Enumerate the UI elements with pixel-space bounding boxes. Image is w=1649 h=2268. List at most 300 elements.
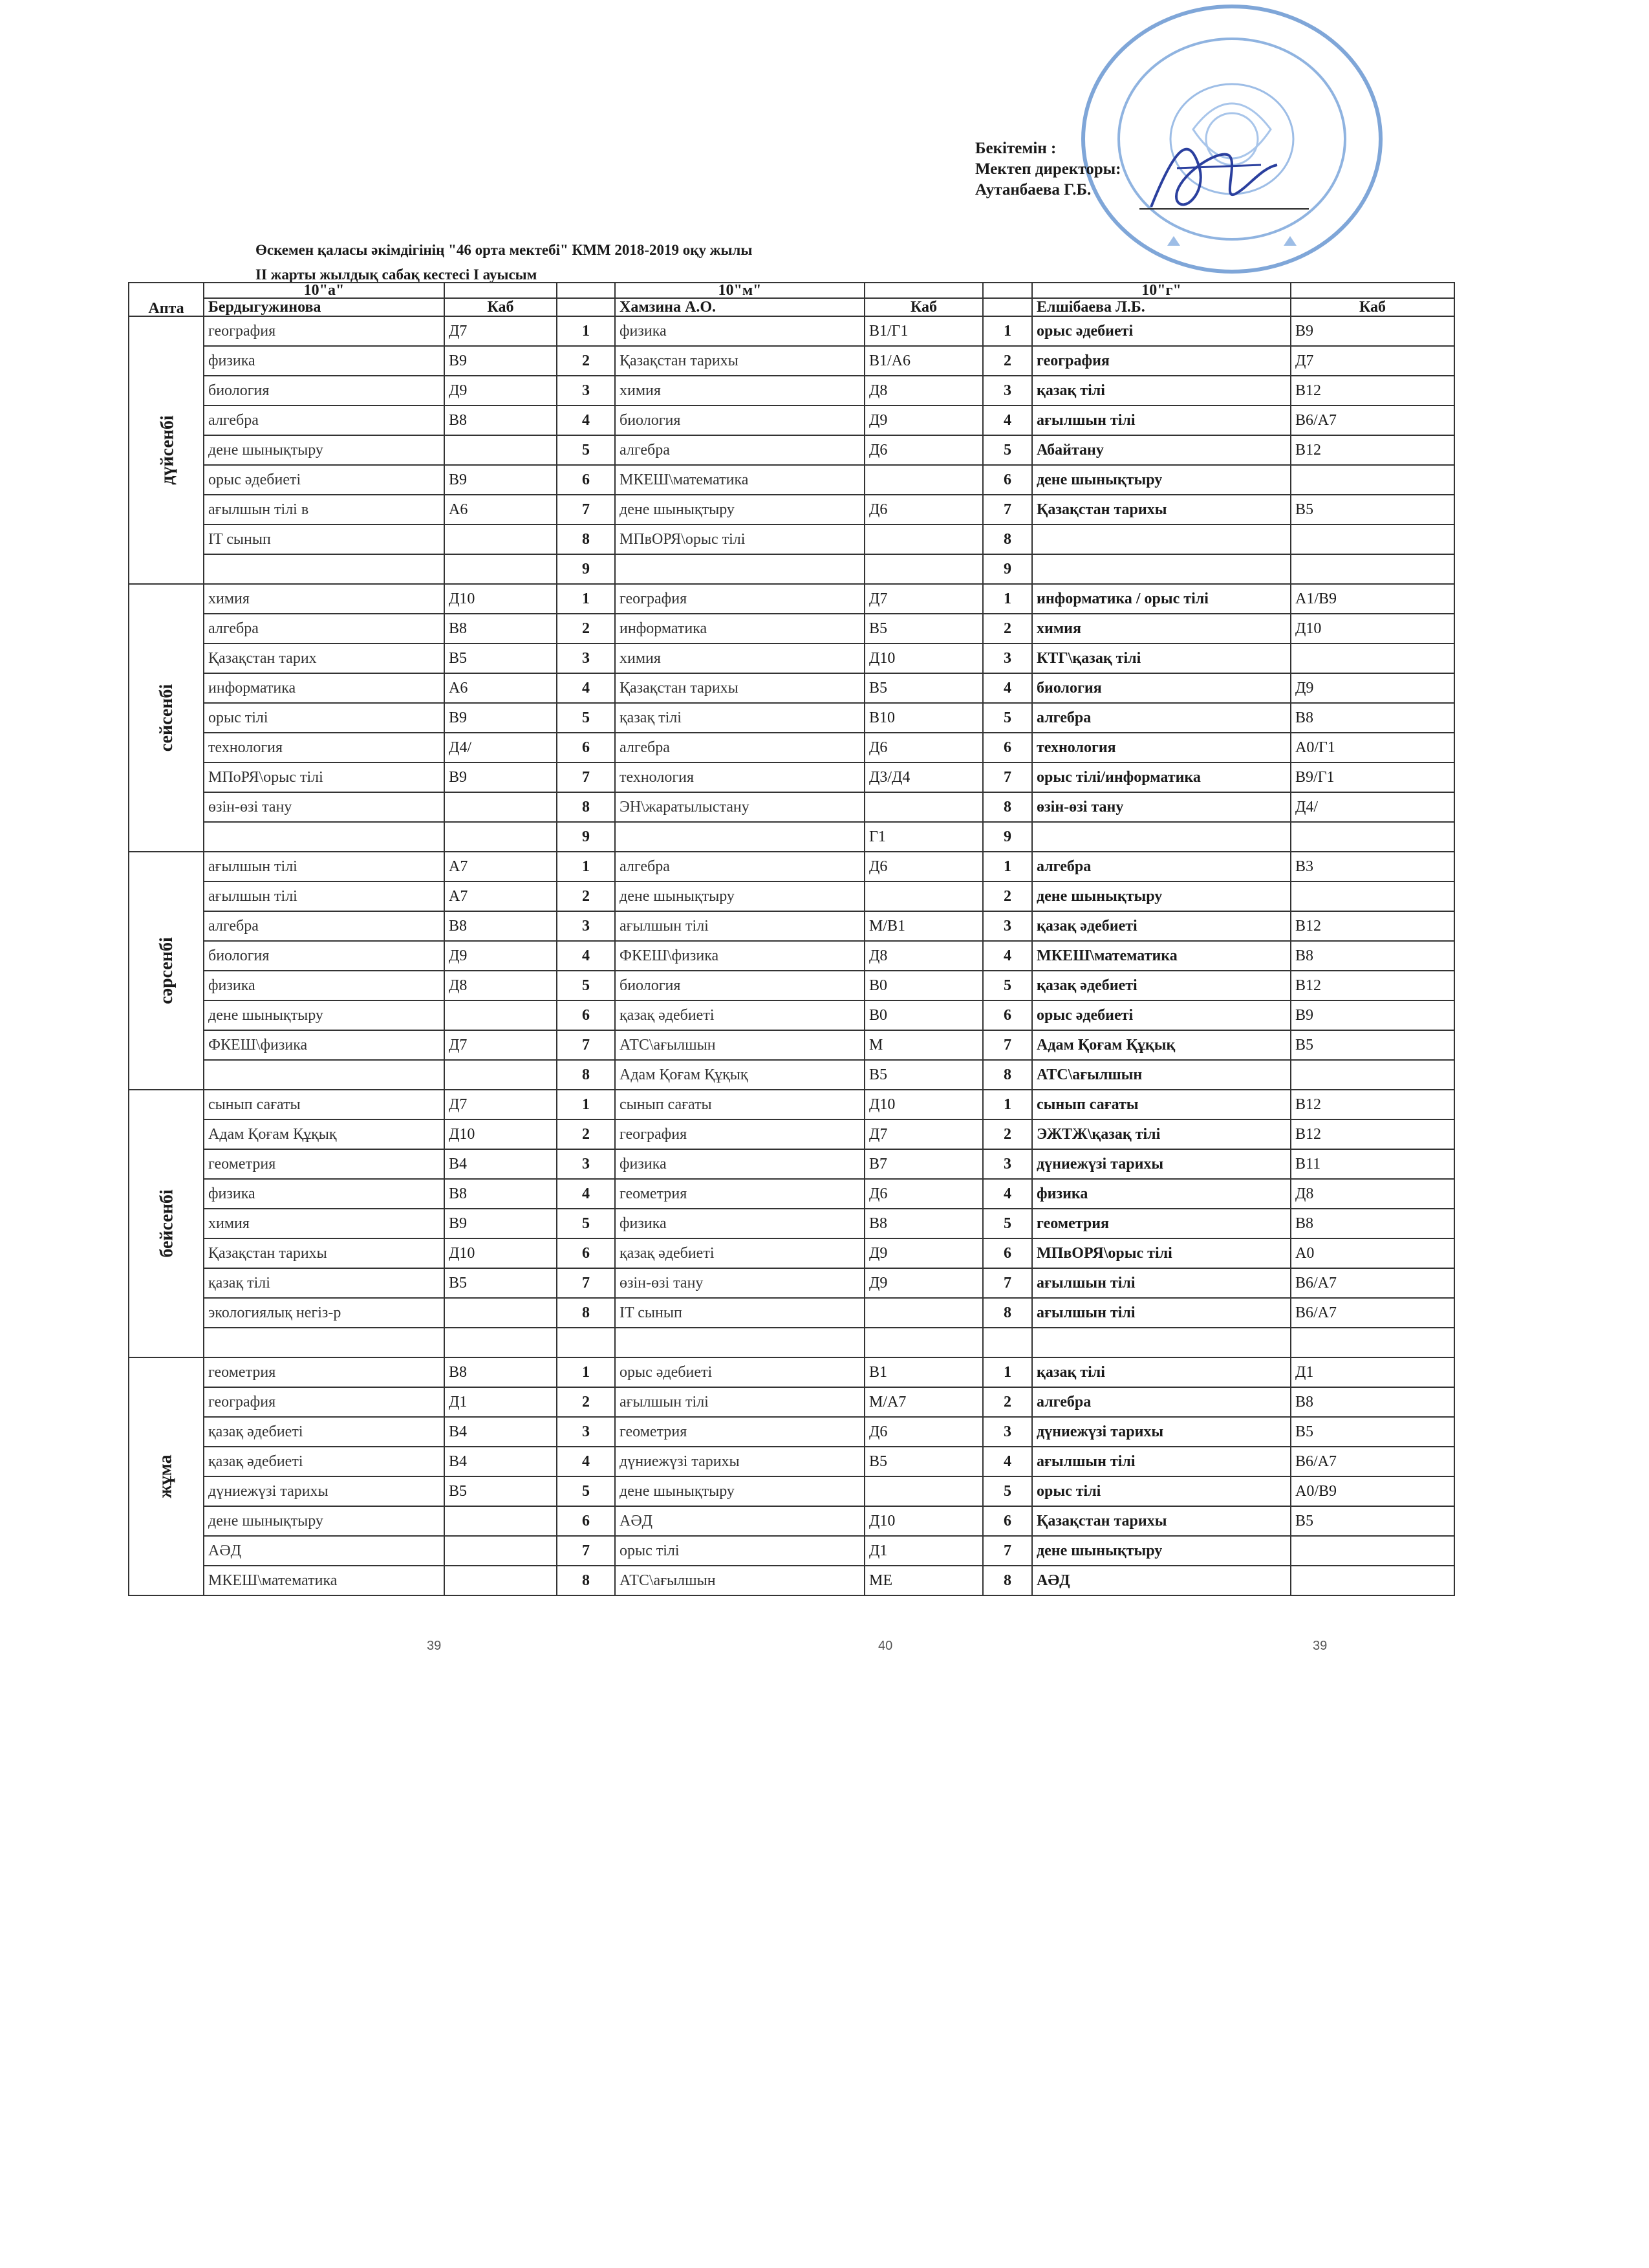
subject-10a: МПоРЯ\орыс тілі <box>204 762 444 792</box>
room-10m: Д9 <box>865 405 983 435</box>
room-10a: В5 <box>444 1268 557 1298</box>
empty-cell <box>865 283 983 298</box>
room-10g: Д4/ <box>1291 792 1454 822</box>
schedule-row <box>129 1298 1454 1328</box>
subject-10m: физика <box>615 316 865 346</box>
room-10g <box>1291 1328 1454 1357</box>
room-10a <box>444 435 557 465</box>
lesson-number-10m: 3 <box>557 643 615 673</box>
header-row-teachers <box>129 298 1454 316</box>
lesson-number-10m: 3 <box>557 1417 615 1447</box>
lesson-number-10m: 6 <box>557 465 615 495</box>
subject-10a: геометрия <box>204 1149 444 1179</box>
lesson-number-10m: 1 <box>557 584 615 614</box>
lesson-number-10g: 1 <box>983 584 1032 614</box>
subject-10m: дене шынықтыру <box>615 881 865 911</box>
lesson-number-10g: 7 <box>983 762 1032 792</box>
subject-10g: қазақ тілі <box>1032 376 1291 405</box>
schedule-row <box>129 1536 1454 1566</box>
lesson-number-10g: 4 <box>983 405 1032 435</box>
schedule-row <box>129 1357 1454 1387</box>
room-10a: В4 <box>444 1417 557 1447</box>
schedule-row <box>129 971 1454 1000</box>
lesson-number-10g: 3 <box>983 1149 1032 1179</box>
room-10a: В8 <box>444 1179 557 1209</box>
room-10m: В10 <box>865 703 983 733</box>
room-10m: В5 <box>865 1447 983 1476</box>
lesson-number-10g <box>983 1328 1032 1357</box>
lesson-number-10m: 1 <box>557 316 615 346</box>
lesson-number-10m: 7 <box>557 1536 615 1566</box>
room-10g: А0 <box>1291 1238 1454 1268</box>
room-10g: В9 <box>1291 1000 1454 1030</box>
room-10a <box>444 1060 557 1090</box>
room-10g: В5 <box>1291 1506 1454 1536</box>
subject-10a: ағылшын тілі <box>204 881 444 911</box>
schedule-row <box>129 643 1454 673</box>
room-10g: В12 <box>1291 1090 1454 1119</box>
room-10a: В8 <box>444 405 557 435</box>
subject-10g: алгебра <box>1032 703 1291 733</box>
subject-10a <box>204 1328 444 1357</box>
subject-10a <box>204 554 444 584</box>
approval-line: Аутанбаева Г.Б. <box>975 181 1092 199</box>
subject-10a: қазақ тілі <box>204 1268 444 1298</box>
lesson-number-10m: 2 <box>557 614 615 643</box>
room-header-10g: Каб <box>1291 298 1454 316</box>
room-10g: В12 <box>1291 911 1454 941</box>
lesson-number-10m: 6 <box>557 733 615 762</box>
empty-cell <box>983 298 1032 316</box>
subject-10a: қазақ әдебиеті <box>204 1447 444 1476</box>
room-10a: В4 <box>444 1149 557 1179</box>
subject-10g: орыс тілі/информатика <box>1032 762 1291 792</box>
subject-10a: орыс әдебиеті <box>204 465 444 495</box>
lesson-number-10m: 3 <box>557 1149 615 1179</box>
subject-10a: МКЕШ\математика <box>204 1566 444 1595</box>
schedule-row <box>129 1328 1454 1357</box>
subject-10a <box>204 822 444 852</box>
room-10g <box>1291 1566 1454 1595</box>
room-10m: Д7 <box>865 584 983 614</box>
lesson-number-10g: 6 <box>983 1238 1032 1268</box>
schedule-row <box>129 733 1454 762</box>
subject-10m: АТС\ағылшын <box>615 1566 865 1595</box>
room-10m <box>865 524 983 554</box>
subject-10m: геометрия <box>615 1179 865 1209</box>
lesson-number-10g: 8 <box>983 1566 1032 1595</box>
room-10g: В12 <box>1291 971 1454 1000</box>
room-10g: В6/А7 <box>1291 1298 1454 1328</box>
schedule-row <box>129 1149 1454 1179</box>
subject-10m: ағылшын тілі <box>615 1387 865 1417</box>
subject-10m: физика <box>615 1149 865 1179</box>
schedule-row <box>129 376 1454 405</box>
lesson-number-10g: 2 <box>983 346 1032 376</box>
subject-10m: технология <box>615 762 865 792</box>
subject-10m: физика <box>615 1209 865 1238</box>
lesson-number-10m: 8 <box>557 524 615 554</box>
room-10m: Д6 <box>865 733 983 762</box>
subject-10g: орыс әдебиеті <box>1032 316 1291 346</box>
subject-10m <box>615 1328 865 1357</box>
subject-10m: ФКЕШ\физика <box>615 941 865 971</box>
schedule-row <box>129 792 1454 822</box>
lesson-number-10g: 1 <box>983 1357 1032 1387</box>
subject-10a: орыс тілі <box>204 703 444 733</box>
lesson-number-10g: 5 <box>983 703 1032 733</box>
subject-10m <box>615 822 865 852</box>
subject-10a: АӘД <box>204 1536 444 1566</box>
subject-10a: өзін-өзі тану <box>204 792 444 822</box>
subject-10a: экологиялық негіз-р <box>204 1298 444 1328</box>
lesson-number-10m: 8 <box>557 1566 615 1595</box>
room-10g: В9 <box>1291 316 1454 346</box>
day-name: сәрсенбі <box>156 936 177 1004</box>
approval-block <box>975 138 1121 200</box>
room-10g: В5 <box>1291 1417 1454 1447</box>
lesson-number-10m: 3 <box>557 376 615 405</box>
schedule-row <box>129 1060 1454 1090</box>
subject-10a: физика <box>204 971 444 1000</box>
lesson-number-10g: 7 <box>983 495 1032 524</box>
lesson-number-10m: 8 <box>557 1298 615 1328</box>
subject-10m: геометрия <box>615 1417 865 1447</box>
room-10m <box>865 554 983 584</box>
day-name: бейсенбі <box>156 1189 177 1258</box>
lesson-number-10g: 2 <box>983 614 1032 643</box>
room-10a: Д10 <box>444 1238 557 1268</box>
empty-cell <box>557 298 615 316</box>
lesson-number-10g: 4 <box>983 1179 1032 1209</box>
lesson-number-10g: 8 <box>983 524 1032 554</box>
lesson-number-10g: 9 <box>983 822 1032 852</box>
subject-10m: қазақ әдебиеті <box>615 1000 865 1030</box>
subject-10a: информатика <box>204 673 444 703</box>
room-10m: Д6 <box>865 1417 983 1447</box>
subject-10a: IT сынып <box>204 524 444 554</box>
schedule-row <box>129 1209 1454 1238</box>
schedule-row <box>129 614 1454 643</box>
subject-10g: ағылшын тілі <box>1032 405 1291 435</box>
schedule-row <box>129 1179 1454 1209</box>
subject-10a: Қазақстан тарихы <box>204 1238 444 1268</box>
room-10g: В8 <box>1291 1387 1454 1417</box>
room-10a: Д9 <box>444 941 557 971</box>
class-name-10m: 10"м" <box>615 283 865 298</box>
room-10g: В12 <box>1291 1119 1454 1149</box>
lesson-number-10m: 8 <box>557 1060 615 1090</box>
lesson-number-10m: 2 <box>557 1119 615 1149</box>
subject-10g: ЭЖТЖ\қазақ тілі <box>1032 1119 1291 1149</box>
subject-10a <box>204 1060 444 1090</box>
subject-10g: алгебра <box>1032 852 1291 881</box>
class-name-10g: 10"г" <box>1032 283 1291 298</box>
room-10m: М/В1 <box>865 911 983 941</box>
subject-10g: Қазақстан тарихы <box>1032 495 1291 524</box>
subject-10a: Адам Қоғам Құқық <box>204 1119 444 1149</box>
subject-10g: қазақ тілі <box>1032 1357 1291 1387</box>
document-title <box>255 238 752 287</box>
lesson-number-10g: 7 <box>983 1536 1032 1566</box>
lesson-number-10m: 2 <box>557 1387 615 1417</box>
room-10m: Д10 <box>865 1090 983 1119</box>
lesson-number-10m: 7 <box>557 1030 615 1060</box>
room-header-10a: Каб <box>444 298 557 316</box>
lesson-number-10g: 2 <box>983 1119 1032 1149</box>
subject-10g: АӘД <box>1032 1566 1291 1595</box>
subject-10m: өзін-өзі тану <box>615 1268 865 1298</box>
lesson-number-10g: 8 <box>983 792 1032 822</box>
room-10g <box>1291 881 1454 911</box>
subject-10m: химия <box>615 376 865 405</box>
subject-10g: геометрия <box>1032 1209 1291 1238</box>
total-10a: 39 <box>427 1639 442 1653</box>
day-name: сейсенбі <box>156 684 177 751</box>
subject-10m: Қазақстан тарихы <box>615 673 865 703</box>
subject-10g: сынып сағаты <box>1032 1090 1291 1119</box>
subject-10m: орыс тілі <box>615 1536 865 1566</box>
header-row-classes <box>129 283 1454 298</box>
room-10m: Д6 <box>865 495 983 524</box>
lesson-number-10g: 4 <box>983 941 1032 971</box>
room-10m: Д3/Д4 <box>865 762 983 792</box>
subject-10m: АТС\ағылшын <box>615 1030 865 1060</box>
schedule-row <box>129 1090 1454 1119</box>
lesson-number-10g: 4 <box>983 1447 1032 1476</box>
class-teacher-10a: Бердыгужинова <box>204 298 444 316</box>
room-10g <box>1291 822 1454 852</box>
schedule-row <box>129 435 1454 465</box>
subject-10g <box>1032 554 1291 584</box>
subject-10g: ағылшын тілі <box>1032 1298 1291 1328</box>
subject-10m: география <box>615 1119 865 1149</box>
subject-10m: информатика <box>615 614 865 643</box>
week-header: Апта <box>129 283 204 316</box>
subject-10g: қазақ әдебиеті <box>1032 911 1291 941</box>
subject-10a: география <box>204 316 444 346</box>
lesson-number-10m: 7 <box>557 762 615 792</box>
room-10a: Д10 <box>444 584 557 614</box>
room-10a: Д7 <box>444 1090 557 1119</box>
subject-10a: алгебра <box>204 911 444 941</box>
subject-10m: алгебра <box>615 435 865 465</box>
room-10a: В8 <box>444 1357 557 1387</box>
schedule-row <box>129 1268 1454 1298</box>
schedule-row <box>129 1506 1454 1536</box>
room-10a <box>444 1000 557 1030</box>
lesson-number-10m: 1 <box>557 1090 615 1119</box>
empty-cell <box>557 283 615 298</box>
subject-10g: орыс тілі <box>1032 1476 1291 1506</box>
title-line-2: II жарты жылдық сабақ кестесі I ауысым <box>255 266 537 283</box>
room-10m: В1 <box>865 1357 983 1387</box>
subject-10a: технология <box>204 733 444 762</box>
subject-10m <box>615 554 865 584</box>
room-10g: В11 <box>1291 1149 1454 1179</box>
room-10a <box>444 554 557 584</box>
lesson-number-10g: 9 <box>983 554 1032 584</box>
room-10a: Д7 <box>444 1030 557 1060</box>
room-10g: Д8 <box>1291 1179 1454 1209</box>
subject-10m: алгебра <box>615 852 865 881</box>
total-10m: 40 <box>878 1639 893 1653</box>
room-10m <box>865 792 983 822</box>
schedule-row <box>129 1387 1454 1417</box>
subject-10g: КТГ\қазақ тілі <box>1032 643 1291 673</box>
room-10m: Д8 <box>865 941 983 971</box>
lesson-number-10g: 1 <box>983 1090 1032 1119</box>
subject-10m: IT сынып <box>615 1298 865 1328</box>
schedule-row <box>129 465 1454 495</box>
lesson-number-10g: 8 <box>983 1298 1032 1328</box>
room-10m: Д8 <box>865 376 983 405</box>
lesson-number-10m: 6 <box>557 1000 615 1030</box>
lesson-number-10m: 5 <box>557 703 615 733</box>
empty-cell <box>983 283 1032 298</box>
room-10g: В12 <box>1291 376 1454 405</box>
room-10m <box>865 1298 983 1328</box>
lesson-number-10m: 3 <box>557 911 615 941</box>
schedule-row <box>129 1030 1454 1060</box>
room-10m: М/А7 <box>865 1387 983 1417</box>
day-label <box>129 316 204 584</box>
lesson-number-10g: 8 <box>983 1060 1032 1090</box>
schedule-row <box>129 762 1454 792</box>
subject-10g: дене шынықтыру <box>1032 1536 1291 1566</box>
room-10m: В7 <box>865 1149 983 1179</box>
room-10a <box>444 1506 557 1536</box>
subject-10m: МКЕШ\математика <box>615 465 865 495</box>
schedule-row <box>129 1238 1454 1268</box>
lesson-number-10m: 4 <box>557 673 615 703</box>
subject-10g: физика <box>1032 1179 1291 1209</box>
schedule-row <box>129 673 1454 703</box>
room-10a: В9 <box>444 762 557 792</box>
room-10a <box>444 524 557 554</box>
subject-10g: информатика / орыс тілі <box>1032 584 1291 614</box>
subject-10m: дене шынықтыру <box>615 1476 865 1506</box>
schedule-row <box>129 822 1454 852</box>
room-10g: В8 <box>1291 941 1454 971</box>
subject-10a: химия <box>204 584 444 614</box>
lesson-number-10g: 1 <box>983 852 1032 881</box>
subject-10m: биология <box>615 405 865 435</box>
day-label <box>129 584 204 852</box>
subject-10g: дүниежүзі тарихы <box>1032 1417 1291 1447</box>
room-10a: Д4/ <box>444 733 557 762</box>
subject-10g <box>1032 1328 1291 1357</box>
schedule-row <box>129 1417 1454 1447</box>
room-10m: Д10 <box>865 643 983 673</box>
schedule-row <box>129 584 1454 614</box>
room-10g: В12 <box>1291 435 1454 465</box>
room-10a: Д7 <box>444 316 557 346</box>
subject-10a: қазақ әдебиеті <box>204 1417 444 1447</box>
room-10g: В3 <box>1291 852 1454 881</box>
room-10a <box>444 822 557 852</box>
schedule-row <box>129 941 1454 971</box>
subject-10m: алгебра <box>615 733 865 762</box>
approval-line: Мектеп директоры: <box>975 160 1121 178</box>
subject-10a: физика <box>204 1179 444 1209</box>
room-10g: Д1 <box>1291 1357 1454 1387</box>
subject-10m: география <box>615 584 865 614</box>
subject-10g: ағылшын тілі <box>1032 1447 1291 1476</box>
room-10m: МЕ <box>865 1566 983 1595</box>
schedule-row <box>129 881 1454 911</box>
room-10m: В0 <box>865 1000 983 1030</box>
subject-10a: Қазақстан тарих <box>204 643 444 673</box>
lesson-number-10m: 7 <box>557 1268 615 1298</box>
room-10g: В8 <box>1291 1209 1454 1238</box>
subject-10g: Адам Қоғам Құқық <box>1032 1030 1291 1060</box>
director-signature <box>1138 129 1287 220</box>
schedule-row <box>129 911 1454 941</box>
lesson-number-10m: 8 <box>557 792 615 822</box>
lesson-number-10m: 9 <box>557 554 615 584</box>
room-10m: Д7 <box>865 1119 983 1149</box>
room-10a: В9 <box>444 1209 557 1238</box>
schedule-row <box>129 703 1454 733</box>
subject-10g: орыс әдебиеті <box>1032 1000 1291 1030</box>
empty-cell <box>444 283 557 298</box>
room-10a <box>444 1298 557 1328</box>
room-10a: Д1 <box>444 1387 557 1417</box>
subject-10a: физика <box>204 346 444 376</box>
room-10g: В5 <box>1291 495 1454 524</box>
room-10m <box>865 1476 983 1506</box>
lesson-number-10g: 4 <box>983 673 1032 703</box>
lesson-number-10g: 3 <box>983 376 1032 405</box>
room-10a: В8 <box>444 911 557 941</box>
room-10a <box>444 1328 557 1357</box>
subject-10g: Қазақстан тарихы <box>1032 1506 1291 1536</box>
room-10m: В5 <box>865 614 983 643</box>
room-10a: А6 <box>444 495 557 524</box>
lesson-number-10g: 6 <box>983 465 1032 495</box>
lesson-number-10g: 5 <box>983 1209 1032 1238</box>
day-label <box>129 1357 204 1595</box>
room-10m: В8 <box>865 1209 983 1238</box>
room-10a <box>444 1566 557 1595</box>
room-10g: В6/А7 <box>1291 405 1454 435</box>
subject-10a: химия <box>204 1209 444 1238</box>
lesson-number-10g: 6 <box>983 1000 1032 1030</box>
subject-10a: дене шынықтыру <box>204 1506 444 1536</box>
subject-10m: биология <box>615 971 865 1000</box>
subject-10a: дене шынықтыру <box>204 1000 444 1030</box>
lesson-number-10m <box>557 1328 615 1357</box>
lesson-number-10m: 2 <box>557 881 615 911</box>
lesson-number-10m: 1 <box>557 852 615 881</box>
room-10m <box>865 1328 983 1357</box>
schedule-row <box>129 495 1454 524</box>
lesson-number-10g: 3 <box>983 911 1032 941</box>
subject-10g: МКЕШ\математика <box>1032 941 1291 971</box>
lesson-number-10m: 5 <box>557 435 615 465</box>
room-10a: В9 <box>444 465 557 495</box>
lesson-number-10g: 3 <box>983 643 1032 673</box>
room-10g: В6/А7 <box>1291 1268 1454 1298</box>
subject-10a: геометрия <box>204 1357 444 1387</box>
subject-10a: дүниежүзі тарихы <box>204 1476 444 1506</box>
class-teacher-10g: Елшібаева Л.Б. <box>1032 298 1291 316</box>
room-10g: В8 <box>1291 703 1454 733</box>
room-10a: В9 <box>444 346 557 376</box>
room-10m: Д6 <box>865 435 983 465</box>
subject-10a: биология <box>204 376 444 405</box>
